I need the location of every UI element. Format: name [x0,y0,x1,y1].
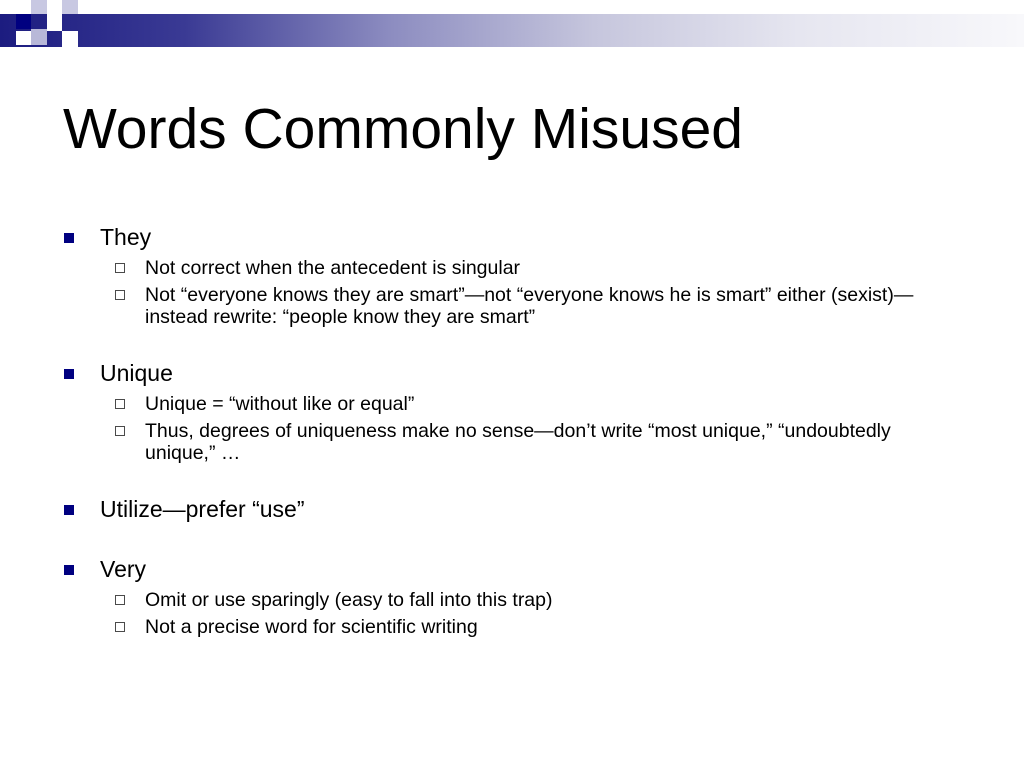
bullet-item [63,222,963,252]
bullet-list [63,222,963,668]
decor-square [16,14,31,29]
decor-square [16,31,31,45]
bullet-item [63,358,963,388]
sub-bullet-item [63,393,945,415]
sub-bullet-text: Unique = “without like or equal” [145,393,415,415]
filled-square-bullet-icon [64,505,74,515]
sub-bullet-item [63,257,945,279]
bullet-item [63,554,963,584]
sub-bullet-item [63,616,945,638]
bullet-group-they [63,222,963,328]
bullet-group-utilize [63,494,963,524]
sub-bullet-text: Omit or use sparingly (easy to fall into this trap) [145,589,553,611]
filled-square-bullet-icon [64,233,74,243]
filled-square-bullet-icon [64,565,74,575]
decor-square [31,0,47,14]
sub-bullet-text: Not correct when the antecedent is singular [145,257,521,279]
filled-square-bullet-icon [64,369,74,379]
hollow-square-bullet-icon [115,263,125,273]
sub-bullet-text: Not a precise word for scientific writing [145,616,478,638]
hollow-square-bullet-icon [115,399,125,409]
decor-square [31,29,47,45]
bullet-item [63,494,963,524]
bullet-group-very [63,554,963,638]
hollow-square-bullet-icon [115,595,125,605]
hollow-square-bullet-icon [115,622,125,632]
sub-bullet-item [63,284,945,328]
header-gradient-band [0,14,1024,47]
decor-square [62,0,78,14]
bullet-group-unique [63,358,963,464]
bullet-label: Utilize—prefer “use” [100,496,305,522]
hollow-square-bullet-icon [115,290,125,300]
bullet-label: Unique [100,360,173,386]
bullet-label: They [100,224,152,250]
decor-square [47,14,62,31]
sub-bullet-item [63,420,945,464]
bullet-label: Very [100,556,147,582]
decor-square [62,31,78,47]
sub-bullet-text: Thus, degrees of uniqueness make no sense—don’t write “most unique,” “undoubtedly unique,” … [145,420,891,464]
hollow-square-bullet-icon [115,426,125,436]
sub-bullet-item [63,589,945,611]
sub-bullet-text: Not “everyone knows they are smart”—not “everyone knows he is smart” either (sexist)—instead rewrite: “people know they are smart” [145,284,914,328]
decor-square [0,0,16,14]
slide-title: Words Commonly Misused [63,97,743,161]
